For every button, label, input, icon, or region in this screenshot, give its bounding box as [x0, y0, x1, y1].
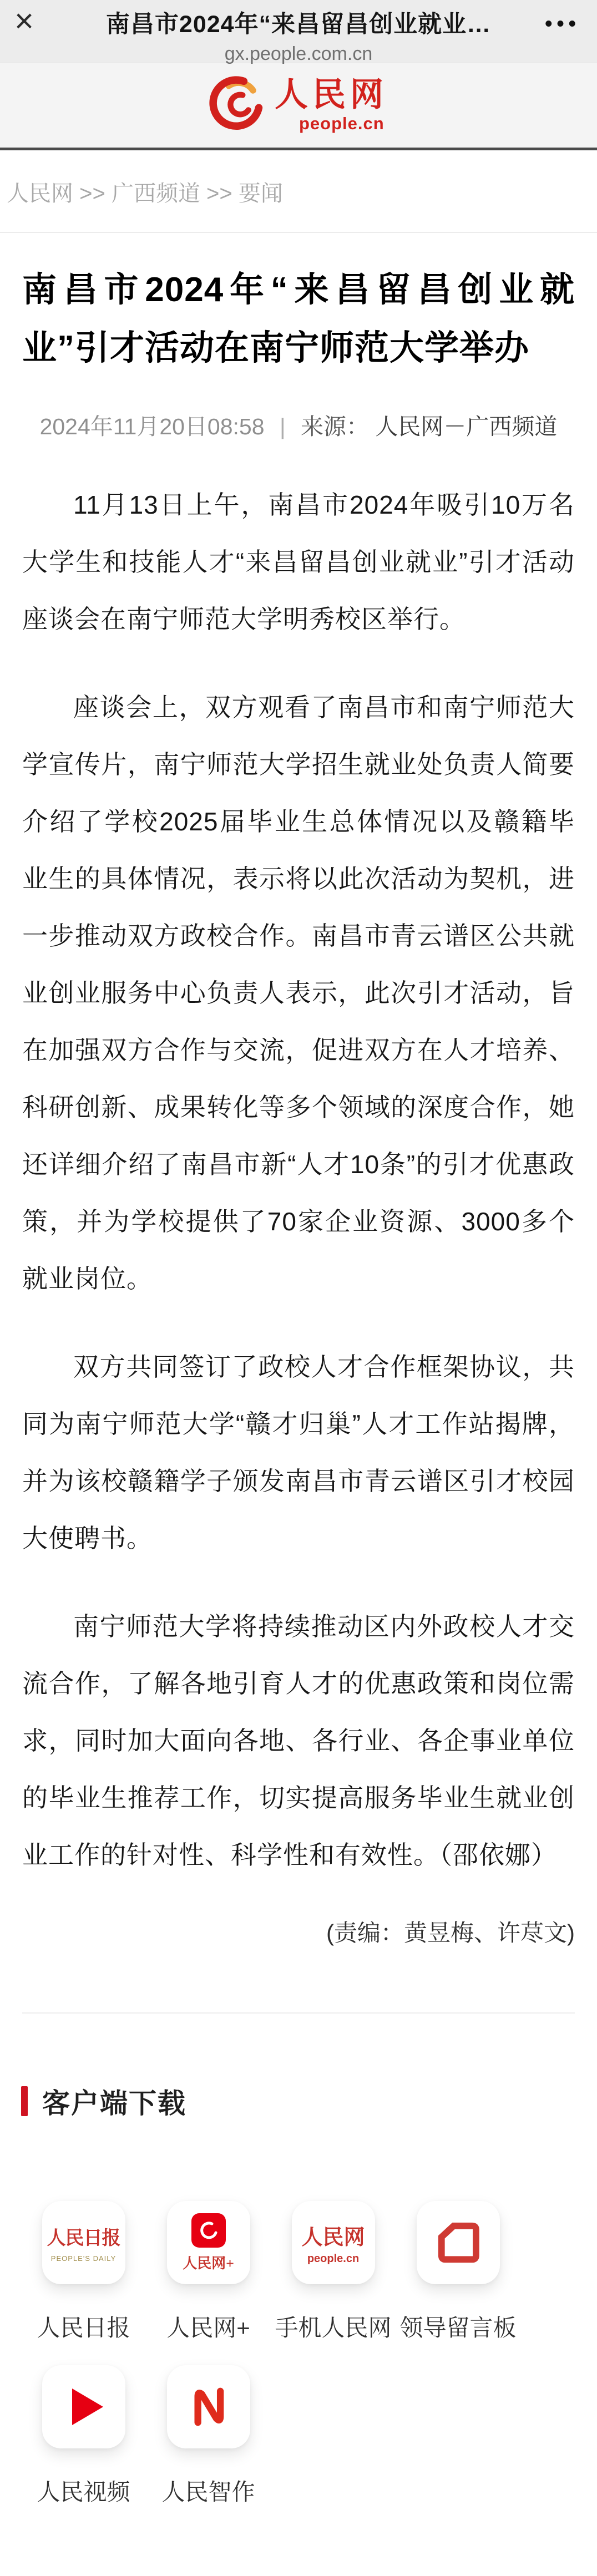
- app-mobile-people-cn[interactable]: [271, 2201, 396, 2343]
- site-masthead: [0, 63, 597, 150]
- article-body: [22, 476, 575, 1884]
- people-zhizuo-app-icon: [167, 2365, 250, 2448]
- article-paragraph: 南宁师范大学将持续推动区内外政校人才交流合作，了解各地引育人才的优惠政策和岗位需求，同时加大面向各地、各行业、各企事业单位的毕业生推荐工作，切实提高服务毕业生就业创业工作的针对性、科学性和有效性。（邵依娜）: [22, 1612, 575, 1869]
- close-icon[interactable]: ×: [14, 2, 34, 39]
- play-icon: [72, 2389, 103, 2425]
- app-people-video[interactable]: [21, 2365, 146, 2507]
- peoples-daily-icon-title: 人民日报: [47, 2228, 120, 2249]
- app-peoples-daily[interactable]: [21, 2201, 146, 2343]
- app-label: 人民网+: [166, 2315, 250, 2341]
- apps-grid: [21, 2201, 576, 2507]
- people-plus-swirl-icon: [191, 2213, 226, 2248]
- app-label: 人民日报: [37, 2315, 130, 2341]
- people-plus-app-icon: [167, 2201, 250, 2284]
- site-logo-en: people.cn: [299, 113, 384, 133]
- people-plus-icon-text: 人民网+: [183, 2255, 234, 2271]
- breadcrumb-divider: [0, 232, 597, 233]
- message-board-app-icon: [417, 2201, 500, 2284]
- article-meta: [22, 408, 575, 441]
- peoples-daily-app-icon: [42, 2201, 125, 2284]
- article-paragraph: 双方共同签订了政校人才合作框架协议，共同为南宁师范大学“赣才归巢”人才工作站揭牌，并为该校赣籍学子颁发南昌市青云谱区引才校园大使聘书。: [22, 1352, 575, 1553]
- source-label: 来源：: [301, 414, 370, 439]
- meta-separator: |: [279, 414, 286, 439]
- downloads-header: [21, 2081, 576, 2121]
- downloads-section-title: 客户端下载: [42, 2088, 186, 2119]
- app-leader-message-board[interactable]: [396, 2201, 520, 2343]
- app-label: 人民智作: [161, 2479, 255, 2505]
- app-label: 人民视频: [37, 2479, 130, 2505]
- people-video-app-icon: [42, 2365, 125, 2448]
- site-logo[interactable]: [275, 78, 388, 134]
- app-people-plus[interactable]: [146, 2201, 271, 2343]
- people-cn-icon-title: 人民网: [301, 2226, 365, 2249]
- article-paragraph: 座谈会上，双方观看了南昌市和南宁师范大学宣传片，南宁师范大学招生就业处负责人简要介绍了学校2025届毕业生总体情况以及赣籍毕业生的具体情况，表示将以此次活动为契机，进一步推动双方政校合作。南昌市青云谱区公共就业创业服务中心负责人表示，此次引才活动，旨在加强双方合作与交流，促进双方在人才培养、科研创新、成果转化等多个领域的深度合作，她还详细介绍了南昌市新“人才10条”的引才优惠政策，并为学校提供了70家企业资源、3000多个就业岗位。: [22, 693, 575, 1293]
- people-cn-logo-icon: [209, 75, 267, 136]
- article: [0, 261, 597, 1948]
- people-cn-icon-subtitle: people.cn: [307, 2253, 360, 2265]
- browser-page-title: 南昌市2024年“来昌留昌创业就业…: [105, 11, 492, 38]
- page-title-block: [61, 6, 536, 65]
- downloads-section: [0, 2081, 597, 2507]
- app-label: 手机人民网: [275, 2315, 392, 2341]
- article-date: 2024年11月20日08:58: [39, 414, 265, 439]
- article-paragraph: 11月13日上午，南昌市2024年吸引10万名大学生和技能人才“来昌留昌创业就业”引才活动座谈会在南宁师范大学明秀校区举行。: [22, 490, 575, 633]
- breadcrumb[interactable]: 人民网 >> 广西频道 >> 要闻: [7, 181, 283, 206]
- more-menu-icon[interactable]: •••: [545, 12, 580, 36]
- section-accent-bar: [21, 2086, 28, 2116]
- app-people-zhizuo[interactable]: [146, 2365, 271, 2507]
- browser-url: gx.people.com.cn: [224, 43, 373, 64]
- source-value[interactable]: 人民网－广西频道: [375, 414, 558, 439]
- mobile-people-cn-app-icon: [292, 2201, 375, 2284]
- section-divider: [22, 2012, 575, 2014]
- browser-top-bar: [0, 0, 597, 63]
- editor-note: (责编：黄昱梅、许荩文): [326, 1920, 575, 1946]
- article-title: 南昌市2024年“来昌留昌创业就业”引才活动在南宁师范大学举办: [22, 271, 575, 367]
- peoples-daily-icon-subtitle: PEOPLE'S DAILY: [50, 2254, 117, 2263]
- app-label: 领导留言板: [399, 2315, 517, 2341]
- site-logo-cn: 人民网: [275, 76, 388, 113]
